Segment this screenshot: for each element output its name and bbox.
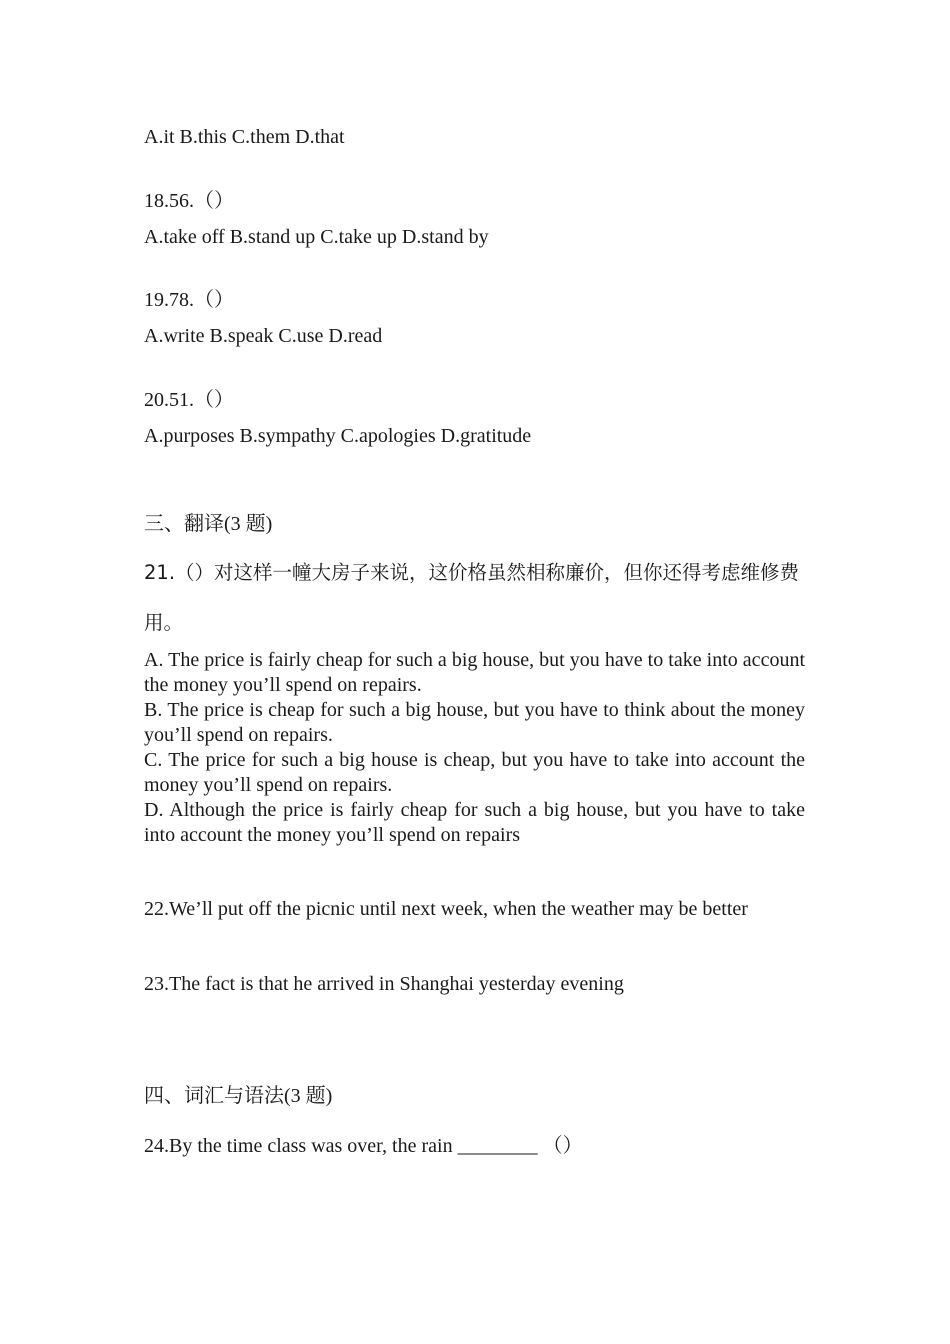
q21-option-c: C. The price for such a big house is cheap, but you have to take into account the money you’ll spend on repairs. [144,749,805,796]
q24-text: 24.By the time class was over, the rain ________ （） [144,1135,583,1157]
q21-stem: 21.（）对这样一幢大房子来说，这价格虽然相称廉价，但你还得考虑维修费用。 [144,561,800,634]
q21-option-b: B. The price is cheap for such a big house, but you have to think about the money you’ll spend on repairs. [144,699,805,746]
q18-options: A.take off B.stand up C.take up D.stand by [144,226,489,248]
q21-option-d: D. Although the price is fairly cheap for such a big house, but you have to take into account the money you’ll spend on repairs [144,799,805,846]
q23-text: 23.The fact is that he arrived in Shanghai yesterday evening [144,973,624,995]
q20-stem: 20.51.（） [144,389,234,411]
q22-text: 22.We’ll put off the picnic until next week, when the weather may be better [144,898,748,920]
q19-options: A.write B.speak C.use D.read [144,325,383,347]
q19-stem: 19.78.（） [144,289,234,311]
section-3-heading: 三、翻译(3 题) [144,513,273,535]
q21-option-a: A. The price is fairly cheap for such a big house, but you have to take into account the money you’ll spend on repairs. [144,649,805,696]
q17-options: A.it B.this C.them D.that [144,126,345,148]
q20-options: A.purposes B.sympathy C.apologies D.gratitude [144,425,532,447]
q18-stem: 18.56.（） [144,190,234,212]
section-4-heading: 四、词汇与语法(3 题) [144,1085,333,1107]
